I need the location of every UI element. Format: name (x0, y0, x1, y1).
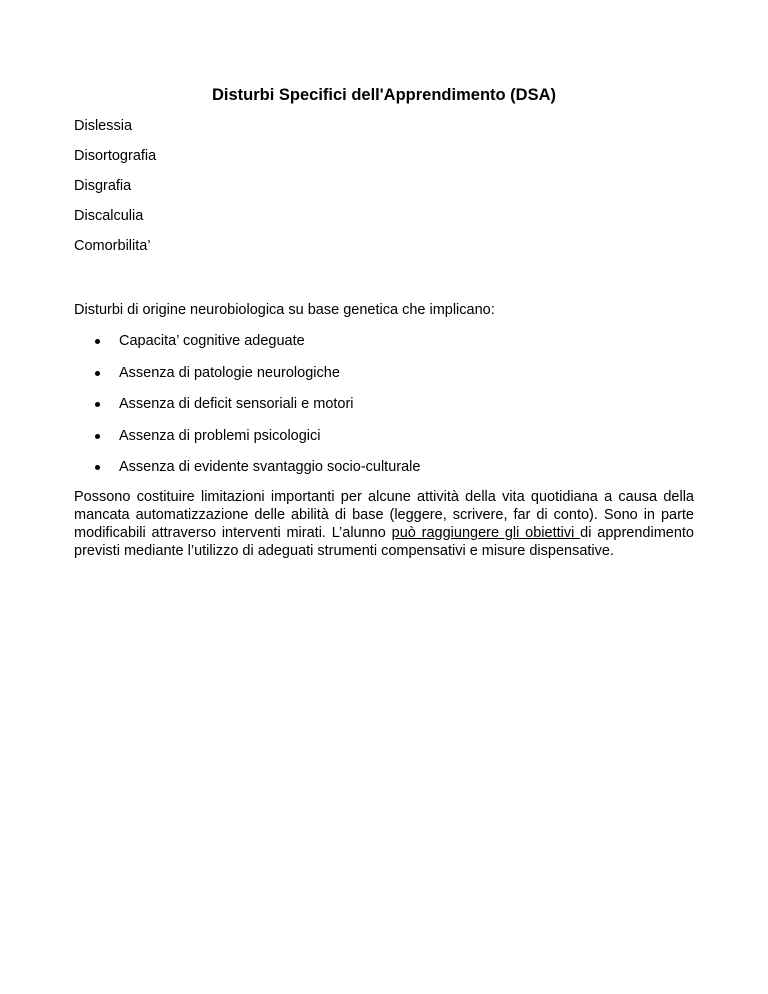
bullet-icon (95, 339, 100, 344)
list-item-text: Assenza di patologie neurologiche (119, 365, 340, 381)
list-item-text: Capacita’ cognitive adeguate (119, 333, 305, 349)
body-paragraph (74, 488, 694, 560)
list-item-text: Assenza di problemi psicologici (119, 428, 321, 444)
paragraph-text: Possono costituire limitazioni importanti per alcune attività della vita quotidiana a causa della mancata automatizzazione delle abilità di base (leggere, scrivere, far di conto). Sono in parte modificabili attraverso interventi mirati. L’alunno (74, 489, 694, 541)
term-disortografia: Disortografia (74, 148, 157, 164)
underlined-text: può raggiungere gli obiettivi (391, 525, 581, 541)
list-item-text: Assenza di deficit sensoriali e motori (119, 396, 354, 412)
page-title: Disturbi Specifici dell'Apprendimento (DSA) (211, 86, 557, 104)
paragraph-text-end: di apprendimento previsti mediante l’utilizzo di adeguati strumenti compensativi e misure dispensative. (74, 525, 694, 559)
term-dislessia: Dislessia (74, 118, 133, 134)
term-comorbilita: Comorbilita’ (74, 238, 151, 254)
bullet-icon (95, 465, 100, 470)
intro-text: Disturbi di origine neurobiologica su base genetica che implicano: (74, 302, 495, 318)
bullet-icon (95, 434, 100, 439)
term-disgrafia: Disgrafia (74, 178, 132, 194)
bullet-icon (95, 402, 100, 407)
term-discalculia: Discalculia (74, 208, 144, 224)
list-item-text: Assenza di evidente svantaggio socio-culturale (119, 459, 421, 475)
bullet-icon (95, 371, 100, 376)
